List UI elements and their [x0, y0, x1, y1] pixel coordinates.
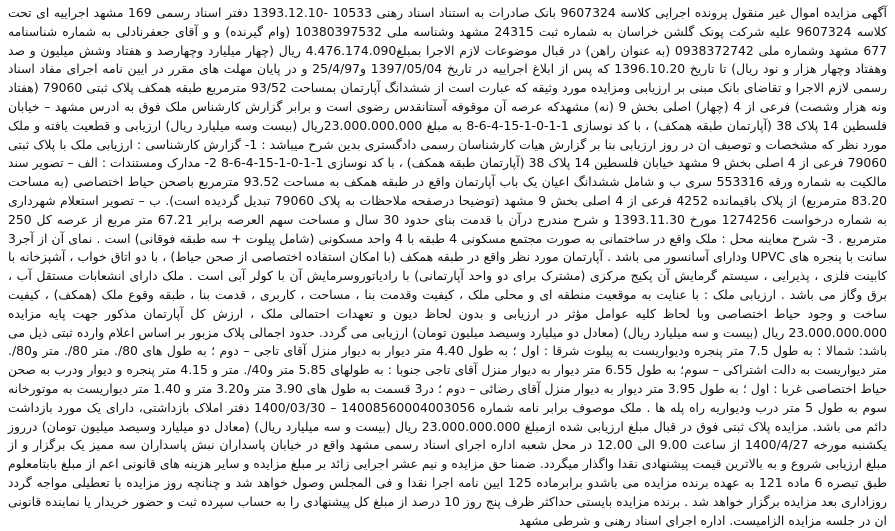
notice-body-text: آگهی مزایده اموال غیر منقول پرونده اجرایی کلاسه 9607324 بانک صادرات به استناد اسناد رهنی 10533 -1393.12.10 دفتر اسناد رسمی 169 مشهد اجراییه ای تحت کلاسه 9607324 علیه شرکت پونک گلشن خراسان به شماره ثبت 24315 مشهد وشناسه ملی 10380397532 (وام گیرنده) و و آقای جعفرنادلی به شماره شناسنامه 677 مشهد وشماره ملی 0938372742 (به عنوان راهن) در قبال موضوعات لازم الاجرا بمبلغ4.476.174.090 ریال (چهار میلیارد وچهارصد و هفتاد وشش میلیون و صد وهفتاد وچهار هزار و نود ریال) تا تاریخ 1396.10.20 که پس از ابلاغ اجراییه در تاریخ 1397/05/04 و25/4/97 و در پایان مهلت های مقرر در ایین نامه اجرای مفاد اسناد رسمی لازم الاجرا و تقاضای بانک مبنی بر ارزیابی ومزایده مورد وثیقه که عبارت است از ششدانگ آپارتمان بمساحت 93/52 مترمربع طبقه همکف پلاک ثبتی 79060 (هفتاد ونه هزار وشصت) فرعی از 4 (چهار) اصلی بخش 9 (نه) مشهدکه عرصه آن موقوفه آستانقدس رضوی است و برابر گزارش کارشناس ملک فوق به ادرس مشهد – خیابان فلسطین 14 پلاک 38 (آپارتمان طبقه همکف) ، با کد نوسازی 1-1-0-1-15-4-6-8 به مبلغ 23.000.000.000ریال (بیست وسه میلیارد ریال) ارزیابی و قطعیت یافته و ملک مورد نظر که مشخصات و توصیف ان در روز ارزیابی بنا بر گزارش هیات کارشناسان رسمی دادگستری بدین شرح میباشد : 1- گزارش کارشناسی : ارزیابی ملک با پلاک ثبتی 79060 فرعی از 4 اصلی بخش 9 مشهد خیابان فلسطین 14 پلاک 38 (آپارتمان طبقه همکف) ، با کد نوسازی 1-1-0-1-15-4-6-8 2- مدارک ومستندات : الف – تصویر سند مالکیت به شماره ورقه 553316 سری ب و شامل ششدانگ اعیان یک باب آپارتمان واقع در طبقه همکف به مساحت 93.52 مترمربع باصحن حیاط اختصاصی (به مساحت 83.20 مترمربع) از پلاک باقیمانده 4252 فرعی از 4 اصلی بخش 9 مشهد (توضیحا درصفحه ملاحظات به پلاک 79060 تبدیل گردیده است). ب – تصویر استعلام شهرداری به شماره درخواست 1274256 مورخ 1393.11.30 و شرح مندرج درآن با قدمت بنای حدود 30 سال و مساحت سهم العرصه برابر 67.21 متر مربع از عرصه کل 250 مترمربع . 3- شرح معاینه محل : ملک واقع در ساختمانی به صورت مجتمع مسکونی 4 طبقه با 4 واحد مسکونی (شامل پیلوت + سه طبقه فوقانی) است . نمای آن از آجر3 سانت با پنجره های UPVC ودارای آسانسور می باشد . آپارتمان مورد نظر واقع در طبقه همکف (با امکان استفاده اختصاصی از صحن حیاط) ، با دو اتاق خواب ، آشپزخانه با کابینت فلزی ، پذیرایی ، سیستم گرمایش آن پکیج مرکزی (مشترک برای دو واحد آپارتمانی) با رادیاتوروسرمایش آن با کولر آبی است . ملک دارای انشعابات مستقل آب ، برق وگاز می باشد . ارزیابی ملک : با عنایت به موقعیت منطقه ای و محلی ملک ، کیفیت وقدمت بنا ، مساحت ، کاربری ، قدمت بنا ، طبقه وقوع ملک (همکف) ، کیفیت ساخت و وجود حیاط اختصاصی وبا لحاظ کلیه عوامل مؤثر در ارزیابی و بدون لحاظ دیون و تعهدات احتمالی ملک ، ارزش کل آپارتمان مذکور جهت پایه مزایده 23.000.000.000 ریال (بیست و سه میلیارد ریال) (معادل دو میلیارد وسیصد میلیون تومان) ارزیابی می گردد. حدود اجمالی پلاک مزبور بر اساس اعلام وارده ثبتی ذیل می باشد: شمالا : به طول 7.5 متر پنجره ودیواریست به پیلوت شرقا : اول ؛ به طول 4.40 متر دیوار به دیوار منزل آقای تاجی – دوم ؛ به طول های 80/. متر 80/. متر و80/. متر دیواریست به دالت اشتراکی – سوم؛ به طول 6.55 متر دیوار به دیوار منزل آقای تاجی جنوبا : به طولهای 5.85 متر و40/. متر و 4.15 متر پنجره و دیوار ودرب به صحن حیاط اختصاصی غربا : اول ؛ به طول 3.95 متر دیوار به دیوار منزل آقای رضائی – دوم ؛ در3 قسمت به طول های 3.90 متر و3.20 متر و 1.40 متر دیواریست به موتورخانه سوم به طول 5 متر درب ودیواریه راه پله ها . ملک موصوف برابر نامه شماره 14008560004003056 – 1400/03/30 دفتر املاک بازداشتی، دارای یک مورد بازداشت دائم می باشد. مزایده پلاک ثبتی فوق در قبال مبلغ ارزیابی شده ازمبلغ 23.000.000.000 ریال (بیست و سه میلیارد ریال) (معادل دو میلیارد وسیصد میلیون تومان) درروز یکشنبه مورخه 1400/4/27 از ساعت 9.00 الی 12.00 در محل شعبه اداره اجرای اسناد رسمی مشهد واقع در خیابان پاسداران نبش پاسداران سه ممیز یک برگزار و از مبلغ ارزیابی شروع و به بالاترین قیمت پیشنهادی نقدا واگذار میگردد. ضمنا حق مزایده و نیم عشر اجرایی زائد بر مبلغ مزایده و سایر هزینه های قانونی اعم از مبلغ بابتامعلوم طبق تبصره 6 ماده 121 به عهده برنده مزایده می باشدو برابرماده 125 ایین نامه اجرا نقدا و فی المجلس وصول خواهد شد و چنانچه روز مزایده با تعطیلی مواجه گردد روزاداری بعد مزایده برگزار خواهد شد . برنده مزایده بایستی حداکثر ظرف پنج روز 10 درصد از مبلغ کل پیشنهادی را به حساب سپرده ثبت و حضور خریدار یا نماینده قانونی ان در جلسه مزایده الزامیست. اداره اجرای اسناد رهنی و شرطی مشهد: [8, 5, 888, 528]
